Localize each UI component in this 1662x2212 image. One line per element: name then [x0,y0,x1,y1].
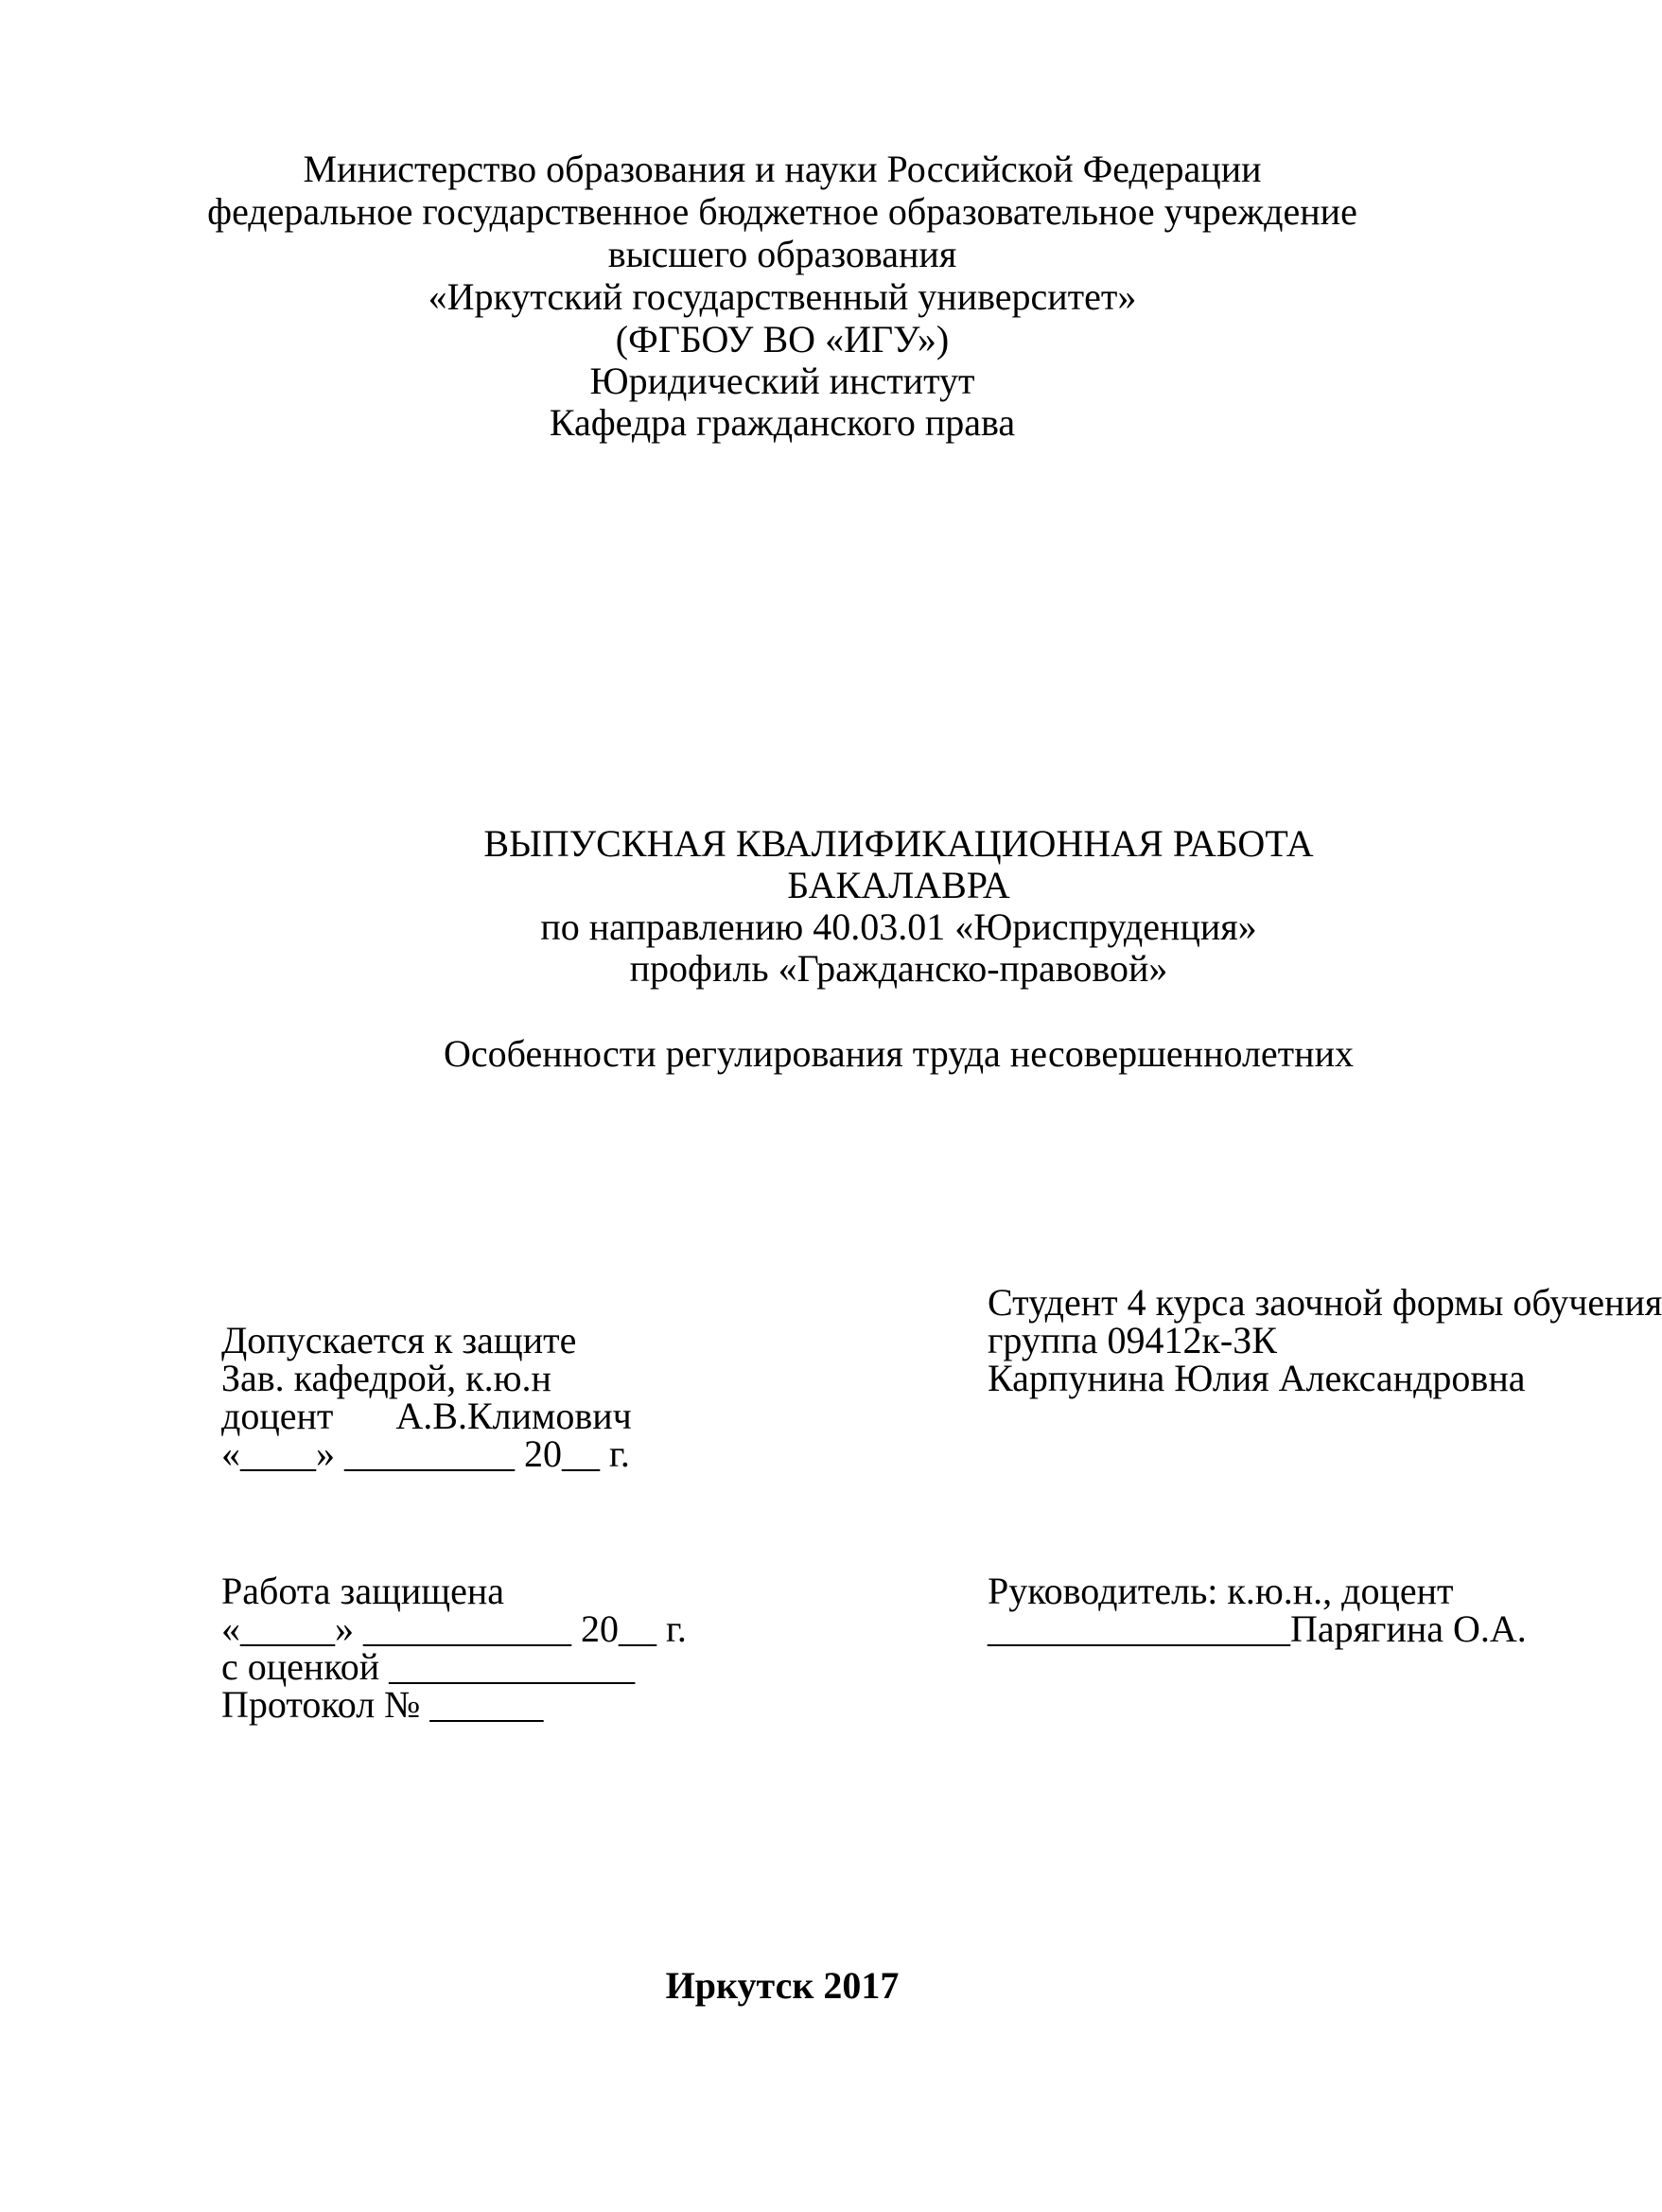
study-profile: профиль «Гражданско-правовой» [629,947,1168,990]
head-of-department: Зав. кафедрой, к.ю.н [221,1357,551,1399]
student-course: Студент 4 курса заочной формы обучения [988,1281,1662,1324]
institute-name: Юридический институт [589,360,975,402]
ministry-name: Министерство образования и науки Российской Федерации [303,148,1262,190]
university-abbreviation: (ФГБОУ ВО «ИГУ») [615,318,950,360]
supervisor-title: Руководитель: к.ю.н., доцент [988,1570,1454,1612]
head-name: А.В.Климович [395,1395,632,1437]
education-level: высшего образования [607,233,957,275]
defense-label: Работа защищена [221,1570,505,1612]
head-signature-line [221,1396,632,1437]
student-group: группа 09412к-ЗК [988,1319,1277,1361]
thesis-topic: Особенности регулирования труда несовершеннолетних [444,1032,1354,1075]
department-name: Кафедра гражданского права [549,401,1016,444]
work-type-title: ВЫПУСКНАЯ КВАЛИФИКАЦИОННАЯ РАБОТА [483,822,1314,865]
admission-label: Допускается к защите [221,1319,577,1361]
institution-type: федеральное государственное бюджетное образовательное учреждение [207,190,1357,233]
head-position: доцент [221,1395,334,1437]
defense-date-line: «_____» ___________ 20__ г. [221,1607,687,1650]
degree-title: БАКАЛАВРА [787,864,1010,906]
university-name: «Иркутский государственный университет» [428,275,1137,318]
protocol-line: Протокол № ______ [221,1683,544,1726]
supervisor-signature-line: ________________Парягина О.А. [988,1607,1527,1650]
city-year: Иркутск 2017 [665,1964,900,2007]
field-of-study: по направлению 40.03.01 «Юриспруденция» [540,905,1257,948]
grade-line: с оценкой _____________ [221,1645,636,1688]
student-name: Карпунина Юлия Александровна [988,1357,1526,1399]
admission-date-line: «____» _________ 20__ г. [221,1432,630,1475]
